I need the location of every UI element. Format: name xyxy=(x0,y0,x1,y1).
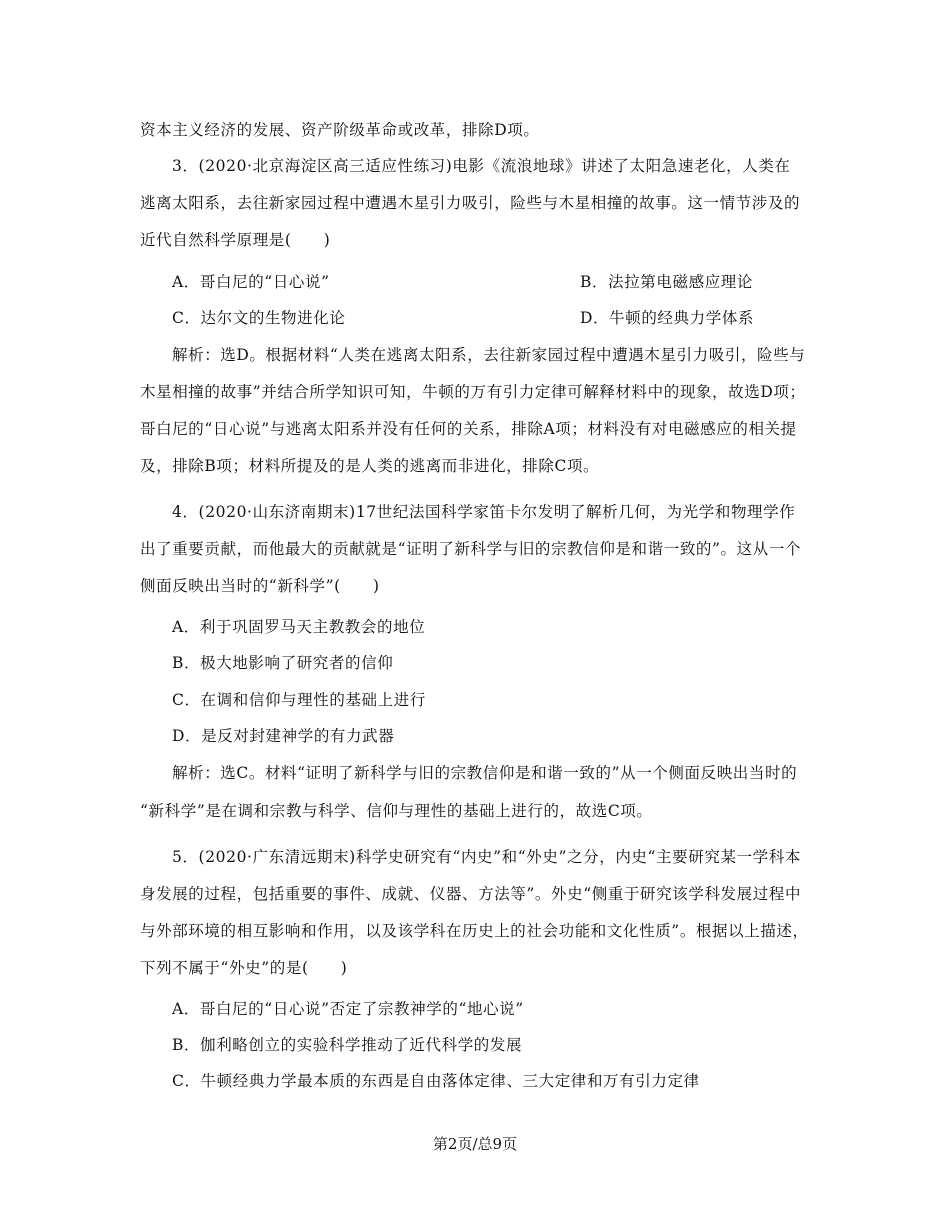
question-3-option-d: D．牛顿的经典力学体系 xyxy=(580,309,755,327)
question-4-stem: 4．(2020·山东济南期末)17世纪法国科学家笛卡尔发明了解析几何，为光学和物理学作 xyxy=(172,503,796,521)
question-3-stem: 逃离太阳系，去往新家园过程中遭遇木星引力吸引，险些与木星相撞的故事。这一情节涉及的 xyxy=(140,194,801,212)
question-3-solution: 哥白尼的“日心说”与逃离太阳系并没有任何的关系，排除A项；材料没有对电磁感应的相关提 xyxy=(140,420,797,438)
question-3-option-b: B．法拉第电磁感应理论 xyxy=(580,273,753,291)
text-line: 资本主义经济的发展、资产阶级革命或改革，排除D项。 xyxy=(140,121,540,139)
question-4-stem: 出了重要贡献，而他最大的贡献就是“证明了新科学与旧的宗教信仰是和谐一致的”。这从一个 xyxy=(140,540,802,558)
question-4-option-b: B．极大地影响了研究者的信仰 xyxy=(172,654,394,672)
question-5-stem: 与外部环境的相互影响和作用，以及该学科在历史上的社会功能和文化性质”。根据以上描述， xyxy=(140,922,809,940)
question-3-stem: 3．(2020·北京海淀区高三适应性练习)电影《流浪地球》讲述了太阳急速老化，人类在 xyxy=(172,157,791,175)
question-5-option-c: C．牛顿经典力学最本质的东西是自由落体定律、三大定律和万有引力定律 xyxy=(172,1072,700,1090)
question-5-stem: 身发展的过程，包括重要的事件、成就、仪器、方法等”。外史“侧重于研究该学科发展过程中 xyxy=(140,885,802,903)
question-5-option-b: B．伽利略创立的实验科学推动了近代科学的发展 xyxy=(172,1036,523,1054)
question-3-stem: 近代自然科学原理是( ) xyxy=(140,231,331,249)
question-3-option-c: C．达尔文的生物进化论 xyxy=(172,309,346,327)
question-4-option-d: D．是反对封建神学的有力武器 xyxy=(172,727,395,745)
question-4-option-a: A．利于巩固罗马天主教教会的地位 xyxy=(172,618,426,636)
question-5-stem: 5．(2020·广东清远期末)科学史研究有“内史”和“外史”之分，内史“主要研究某一学科本 xyxy=(172,848,801,866)
question-5-option-a: A．哥白尼的“日心说”否定了宗教神学的“地心说” xyxy=(172,1000,524,1018)
question-3-solution: 及，排除B项；材料所提及的是人类的逃离而非进化，排除C项。 xyxy=(140,457,600,475)
question-4-solution: 解析：选C。材料“证明了新科学与旧的宗教信仰是和谐一致的”从一个侧面反映出当时的 xyxy=(172,764,798,782)
question-4-stem: 侧面反映出当时的“新科学”( ) xyxy=(140,577,380,595)
page-number-footer: 第2页/总9页 xyxy=(432,1135,518,1153)
question-3-solution: 解析：选D。根据材料“人类在逃离太阳系，去往新家园过程中遭遇木星引力吸引，险些与 xyxy=(172,346,806,364)
question-4-solution: “新科学”是在调和宗教与科学、信仰与理性的基础上进行的，故选C项。 xyxy=(140,802,653,820)
question-3-option-a: A．哥白尼的“日心说” xyxy=(172,273,330,291)
question-3-solution: 木星相撞的故事”并结合所学知识可知，牛顿的万有引力定律可解释材料中的现象，故选D项； xyxy=(140,383,806,401)
question-5-stem: 下列不属于“外史”的是( ) xyxy=(140,959,348,977)
question-4-option-c: C．在调和信仰与理性的基础上进行 xyxy=(172,691,426,709)
